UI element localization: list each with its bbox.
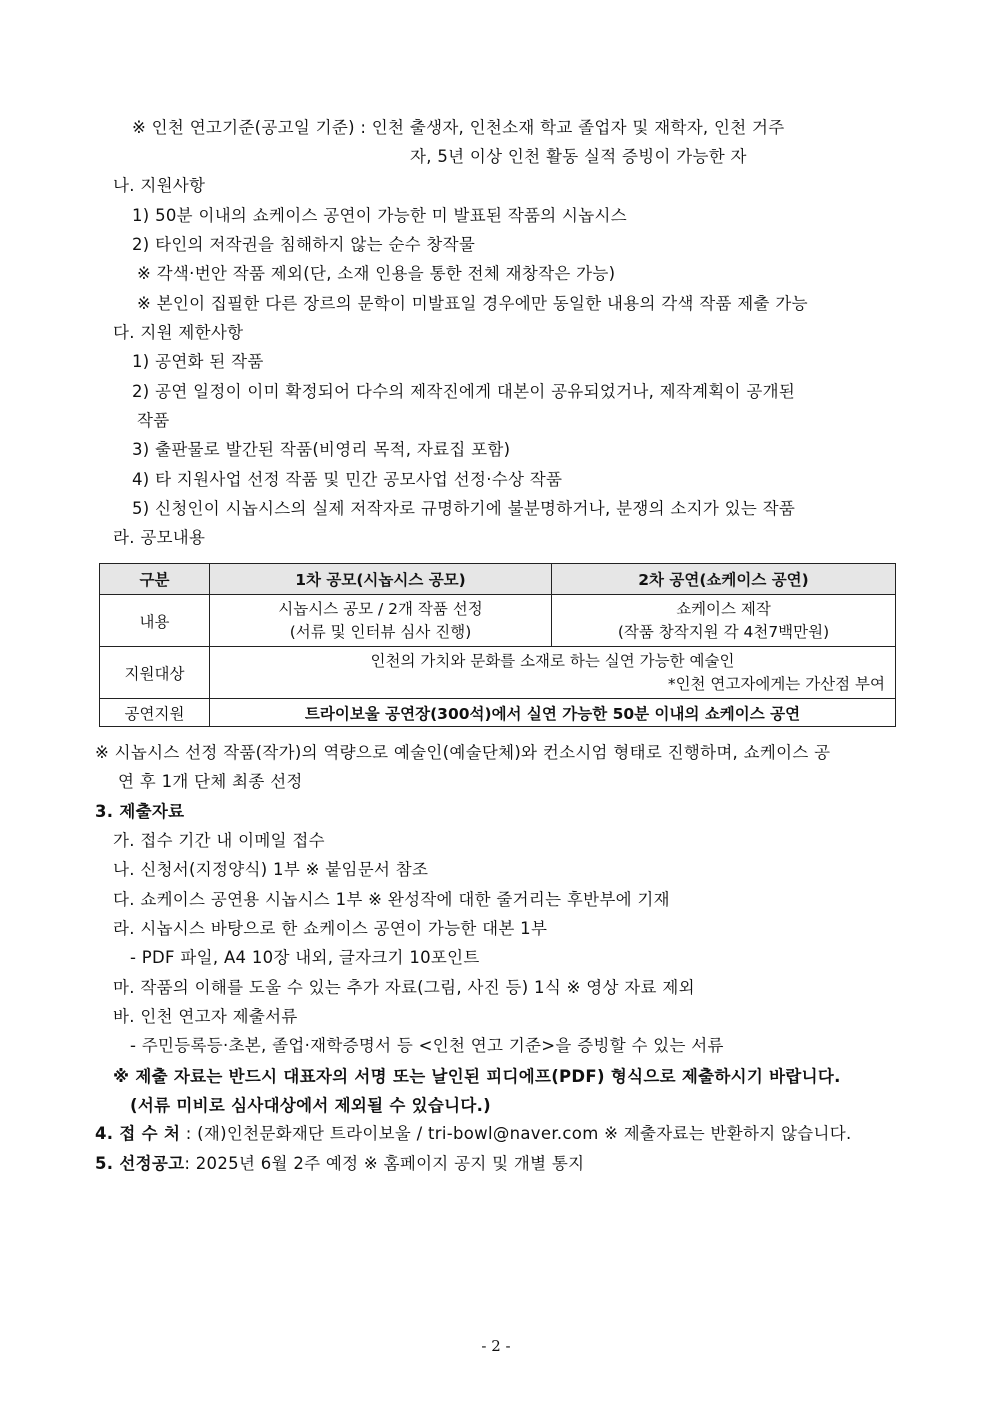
support-note-1: ※ 각색·번안 작품 제외(단, 소재 인용을 통한 전체 재창작은 가능) <box>137 264 616 283</box>
cell-eligibility <box>210 647 896 699</box>
submission-item-na: 나. 신청서(지정양식) 1부 ※ 붙임문서 참조 <box>113 860 429 879</box>
section-restriction-heading: 다. 지원 제한사항 <box>113 323 244 342</box>
submission-item-ra: 라. 시놉시스 바탕으로 한 쇼케이스 공연이 가능한 대본 1부 <box>113 919 548 938</box>
cell-line: 쇼케이스 제작 <box>676 599 771 618</box>
header-round-1: 1차 공모(시놉시스 공모) <box>210 564 552 595</box>
row-label-contents: 내용 <box>100 595 210 647</box>
cell-line: (작품 창작지원 각 4천7백만원) <box>617 622 830 641</box>
reception-label: 4. 접 수 처 <box>95 1124 181 1143</box>
signature-requirement-note-cont: (서류 미비로 심사대상에서 제외될 수 있습니다.) <box>130 1096 492 1115</box>
submission-item-da: 다. 쇼케이스 공연용 시놉시스 1부 ※ 완성작에 대한 줄거리는 후반부에 기재 <box>113 890 670 909</box>
page-number: - 2 - <box>481 1337 511 1355</box>
submission-item-ba: 바. 인천 연고자 제출서류 <box>113 1007 298 1026</box>
announcement-line <box>95 1153 584 1175</box>
contents-table <box>99 563 896 727</box>
restriction-item-5: 5) 신청인이 시놉시스의 실제 저작자로 규명하기에 불분명하거나, 분쟁의 소지가 있는 작품 <box>132 499 796 518</box>
table-header-row <box>100 564 896 595</box>
table-row <box>100 647 896 699</box>
submission-item-ga: 가. 접수 기간 내 이메일 접수 <box>113 831 325 850</box>
restriction-item-1: 1) 공연화 된 작품 <box>132 352 264 371</box>
cell-round-2-contents <box>552 595 896 647</box>
note-incheon-criteria-cont: 자, 5년 이상 인천 활동 실적 증빙이 가능한 자 <box>410 147 747 166</box>
row-label-eligibility: 지원대상 <box>100 647 210 699</box>
cell-performance: 트라이보울 공연장(300석)에서 실연 가능한 50분 이내의 쇼케이스 공연 <box>210 699 896 727</box>
section-support-heading: 나. 지원사항 <box>113 176 206 195</box>
cell-line: 인천의 가치와 문화를 소재로 하는 실연 가능한 예술인 <box>370 651 735 670</box>
announcement-label: 5. 선정공고 <box>95 1154 185 1173</box>
table-row <box>100 595 896 647</box>
restriction-item-4: 4) 타 지원사업 선정 작품 및 민간 공모사업 선정·수상 작품 <box>132 470 563 489</box>
cell-line: 시놉시스 공모 / 2개 작품 선정 <box>278 599 483 618</box>
row-label-performance: 공연지원 <box>100 699 210 727</box>
support-note-2: ※ 본인이 집필한 다른 장르의 문학이 미발표일 경우에만 동일한 내용의 각색 작품 제출 가능 <box>137 294 808 313</box>
consortium-note: ※ 시놉시스 선정 작품(작가)의 역량으로 예술인(예술단체)와 컨소시엄 형태로 진행하며, 쇼케이스 공 <box>95 743 831 762</box>
restriction-item-3: 3) 출판물로 발간된 작품(비영리 목적, 자료집 포함) <box>132 440 511 459</box>
submission-item-ma: 마. 작품의 이해를 도울 수 있는 추가 자료(그림, 사진 등) 1식 ※ 영상 자료 제외 <box>113 978 695 997</box>
restriction-item-2: 2) 공연 일정이 이미 확정되어 다수의 제작진에게 대본이 공유되었거나, 제작계획이 공개된 <box>132 382 796 401</box>
consortium-note-cont: 연 후 1개 단체 최종 선정 <box>118 772 303 791</box>
bonus-note: *인천 연고자에게는 가산점 부여 <box>667 674 885 693</box>
section-contents-heading: 라. 공모내용 <box>113 528 206 547</box>
residency-docs-note: - 주민등록등·초본, 졸업·재학증명서 등 <인천 연고 기준>을 증빙할 수 있는 서류 <box>130 1036 724 1055</box>
header-category: 구분 <box>100 564 210 595</box>
support-item-1: 1) 50분 이내의 쇼케이스 공연이 가능한 미 발표된 작품의 시놉시스 <box>132 206 628 225</box>
support-item-2: 2) 타인의 저작권을 침해하지 않는 순수 창작물 <box>132 235 476 254</box>
announcement-text: : 2025년 6월 2주 예정 ※ 홈페이지 공지 및 개별 통지 <box>184 1154 585 1173</box>
script-format-note: - PDF 파일, A4 10장 내외, 글자크기 10포인트 <box>130 948 480 967</box>
restriction-item-2-cont: 작품 <box>137 411 170 430</box>
header-round-2: 2차 공연(쇼케이스 공연) <box>552 564 896 595</box>
cell-line: (서류 및 인터뷰 심사 진행) <box>289 622 472 641</box>
reception-text: : (재)인천문화재단 트라이보울 / tri-bowl@naver.com ※ 제출자료는 반환하지 않습니다. <box>185 1124 852 1143</box>
note-incheon-criteria: ※ 인천 연고기준(공고일 기준) : 인천 출생자, 인천소재 학교 졸업자 및 재학자, 인천 거주 <box>132 118 785 137</box>
reception-line <box>95 1123 852 1145</box>
table-row <box>100 699 896 727</box>
signature-requirement-note: ※ 제출 자료는 반드시 대표자의 서명 또는 날인된 피디에프(PDF) 형식으로 제출하시기 바랍니다. <box>113 1067 841 1086</box>
section-submission-heading: 3. 제출자료 <box>95 802 185 821</box>
cell-round-1-contents <box>210 595 552 647</box>
